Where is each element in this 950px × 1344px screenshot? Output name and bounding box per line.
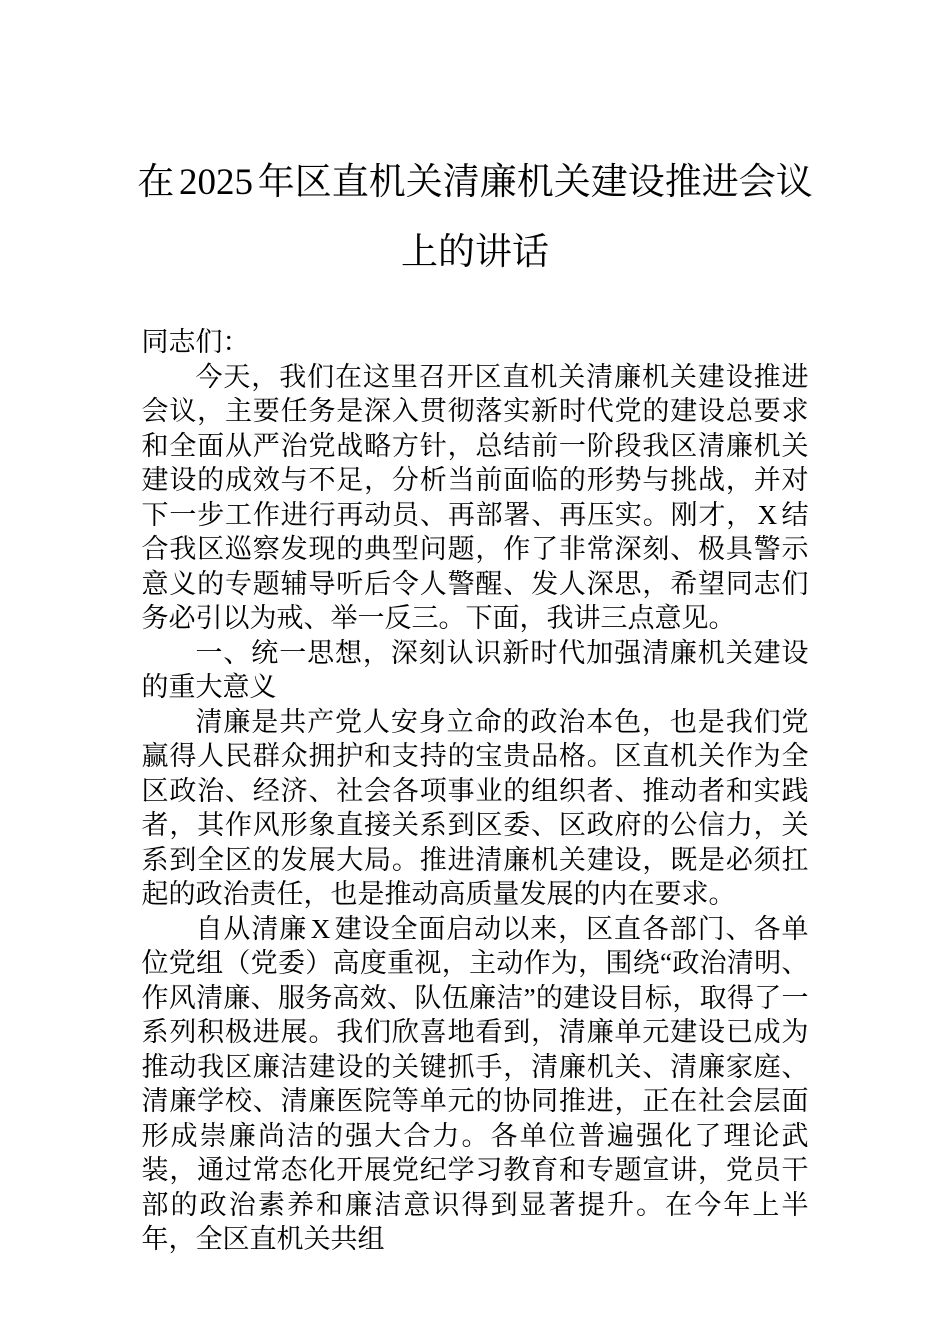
body-paragraph: 今天，我们在这里召开区直机关清廉机关建设推进会议，主要任务是深入贯彻落实新时代党的建设总要求和全面从严治党战略方针，总结前一阶段我区清廉机关建设的成效与不足，分析当前面临的形势与挑战，并对下一步工作进行再动员、再部署、再压实。刚才， X 结合我区巡察发现的典型问题，作了非常深刻、极具警示意义的专题辅导听后令人警醒、发人深思，希望同志们务必引以为戒、举一反三。下面，我讲三点意见。 xyxy=(141,361,809,633)
body-paragraph: 自从清廉 X 建设全面启动以来，区直各部门、各单位党组（党委）高度重视，主动作为，围绕“政治清明、作风清廉、服务高效、队伍廉洁”的建设目标，取得了一系列积极进展。我们欣喜地看到，清廉单元建设已成为推动我区廉洁建设的关键抓手，清廉机关、清廉家庭、清廉学校、清廉医院等单元的协同推进，正在社会层面形成崇廉尚洁的强大合力。各单位普遍强化了理论武装，通过常态化开展党纪学习教育和专题宣讲，党员干部的政治素养和廉洁意识得到显著提升。在今年上半年，全区直机关共组 xyxy=(141,913,809,1254)
salutation-paragraph: 同志们： xyxy=(141,327,250,357)
latin-run: X xyxy=(757,499,778,530)
document-body xyxy=(142,325,809,1257)
document-title: 在 2025 年区直机关清廉机关建设推进会议上的讲话 xyxy=(137,162,813,273)
latin-run: X xyxy=(310,913,331,944)
section-heading: 一、统一思想，深刻认识新时代加强清廉机关建设的重大意义 xyxy=(141,637,809,702)
latin-run: 2025 xyxy=(179,162,253,203)
body-paragraph: 清廉是共产党人安身立命的政治本色，也是我们党赢得人民群众拥护和支持的宝贵品格。区直机关作为全区政治、经济、社会各项事业的组织者、推动者和实践者，其作风形象直接关系到区委、区政府的公信力，关系到全区的发展大局。推进清廉机关建设，既是必须扛起的政治责任，也是推动高质量发展的内在要求。 xyxy=(141,706,809,909)
